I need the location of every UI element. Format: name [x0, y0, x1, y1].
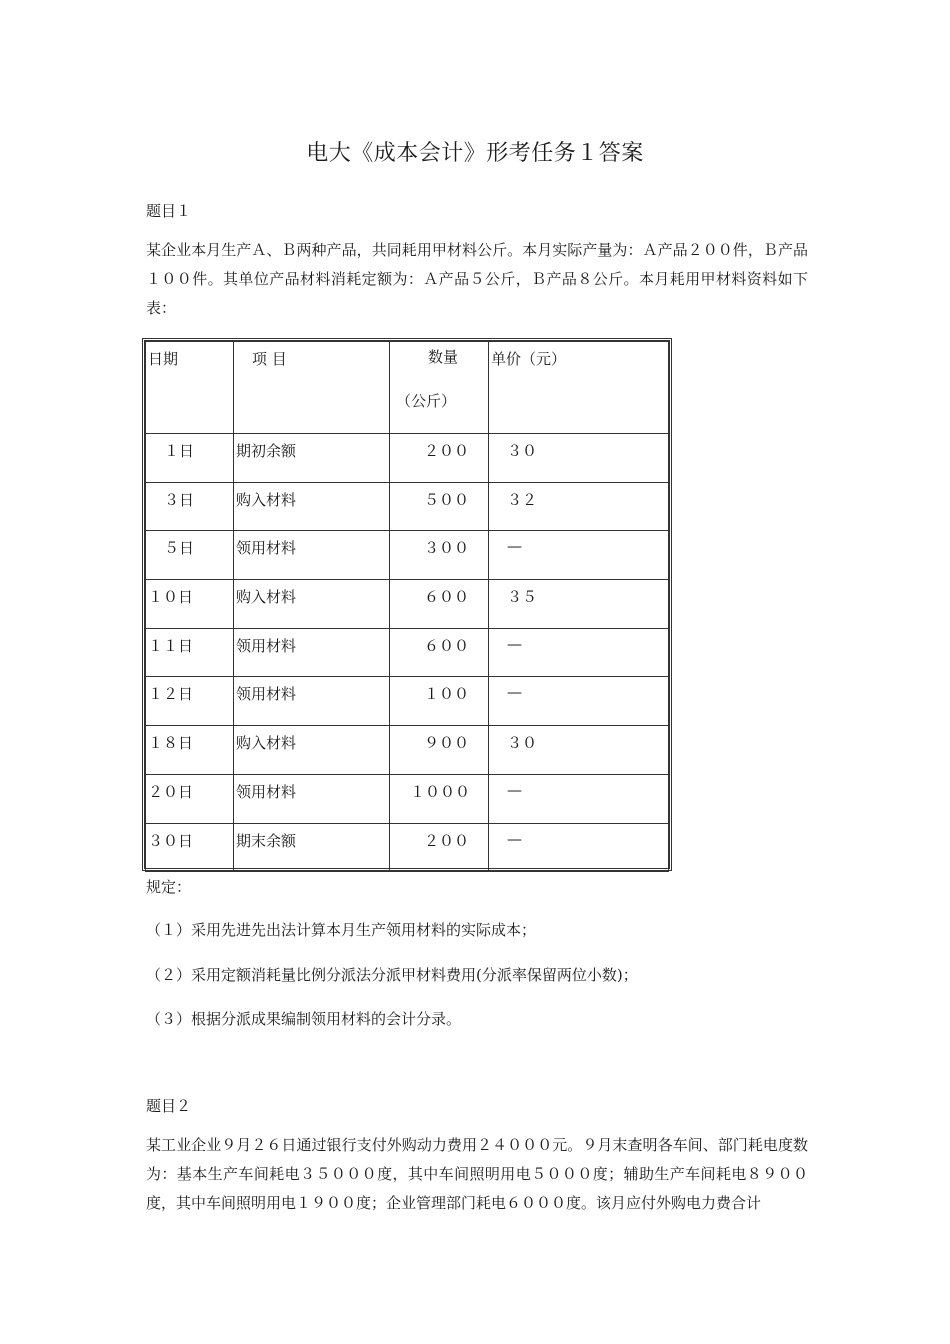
cell-price: — — [489, 677, 669, 726]
question-1-heading: 题目１ — [146, 202, 192, 220]
cell-qty: １０００ — [390, 774, 489, 823]
cell-qty: ２００ — [390, 823, 489, 872]
cell-qty: ６００ — [390, 580, 489, 629]
cell-date: １１日 — [146, 628, 234, 677]
cell-price: — — [489, 823, 669, 872]
cell-item: 期初余额 — [234, 434, 390, 483]
table-row — [146, 726, 669, 775]
cell-qty: ３００ — [390, 531, 489, 580]
cell-price: ３０ — [489, 726, 669, 775]
cell-price: — — [489, 628, 669, 677]
cell-qty: ２００ — [390, 434, 489, 483]
table-row — [146, 531, 669, 580]
header-qty-cell — [390, 342, 489, 434]
cell-date: ３０日 — [146, 823, 234, 872]
rules-label: 规定： — [146, 878, 192, 896]
cell-qty: ９００ — [390, 726, 489, 775]
header-item: 项 目 — [234, 342, 390, 434]
cell-date: １８日 — [146, 726, 234, 775]
table-row — [146, 482, 669, 531]
cell-date: ３日 — [146, 482, 234, 531]
header-qty: 数量 — [428, 348, 459, 366]
cell-price: ３０ — [489, 434, 669, 483]
cell-qty: ５００ — [390, 482, 489, 531]
cell-qty: １００ — [390, 677, 489, 726]
table-header-row — [146, 342, 669, 434]
cell-date: ５日 — [146, 531, 234, 580]
question-2-heading: 题目２ — [146, 1097, 192, 1115]
document-title: 电大《成本会计》形考任务１答案 — [306, 141, 644, 166]
cell-date: １０日 — [146, 580, 234, 629]
cell-item: 购入材料 — [234, 726, 390, 775]
cell-price: — — [489, 531, 669, 580]
rule-item: （１）采用先进先出法计算本月生产领用材料的实际成本； — [146, 921, 537, 939]
cell-item: 购入材料 — [234, 482, 390, 531]
table-row — [146, 580, 669, 629]
rule-item: （３）根据分派成果编制领用材料的会计分录。 — [146, 1010, 462, 1028]
cell-price: ３２ — [489, 482, 669, 531]
question-1-intro: 某企业本月生产Ａ、Ｂ两种产品，共同耗用甲材料公斤。本月实际产量为：Ａ产品２００件，Ｂ产品１００件。其单位产品材料消耗定额为：Ａ产品５公斤，Ｂ产品８公斤。本月耗用甲材料资料如下表： — [146, 241, 808, 317]
cell-item: 领用材料 — [234, 531, 390, 580]
cell-item: 领用材料 — [234, 774, 390, 823]
material-table — [142, 338, 672, 871]
cell-date: １２日 — [146, 677, 234, 726]
cell-price: ３５ — [489, 580, 669, 629]
cell-date: １日 — [146, 434, 234, 483]
header-date: 日期 — [146, 342, 234, 434]
cell-price: — — [489, 774, 669, 823]
cell-item: 购入材料 — [234, 580, 390, 629]
header-price: 单价（元） — [489, 342, 669, 434]
table-row — [146, 434, 669, 483]
table-row — [146, 677, 669, 726]
rule-item: （２）采用定额消耗量比例分派法分派甲材料费用(分派率保留两位小数)； — [146, 966, 638, 984]
cell-qty: ６００ — [390, 628, 489, 677]
table-row — [146, 774, 669, 823]
question-2-intro: 某工业企业９月２６日通过银行支付外购动力费用２４０００元。９月末查明各车间、部门耗电度数为：基本生产车间耗电３５０００度，其中车间照明用电５０００度；辅助生产车间耗电８９００度，其中车间照明用电１９００度；企业管理部门耗电６０００度。该月应付外购电力费合计 — [146, 1136, 808, 1212]
cell-date: ２０日 — [146, 774, 234, 823]
header-qty-unit: （公斤） — [396, 392, 457, 410]
table-row — [146, 823, 669, 872]
cell-item: 期末余额 — [234, 823, 390, 872]
table-row — [146, 628, 669, 677]
cell-item: 领用材料 — [234, 628, 390, 677]
cell-item: 领用材料 — [234, 677, 390, 726]
